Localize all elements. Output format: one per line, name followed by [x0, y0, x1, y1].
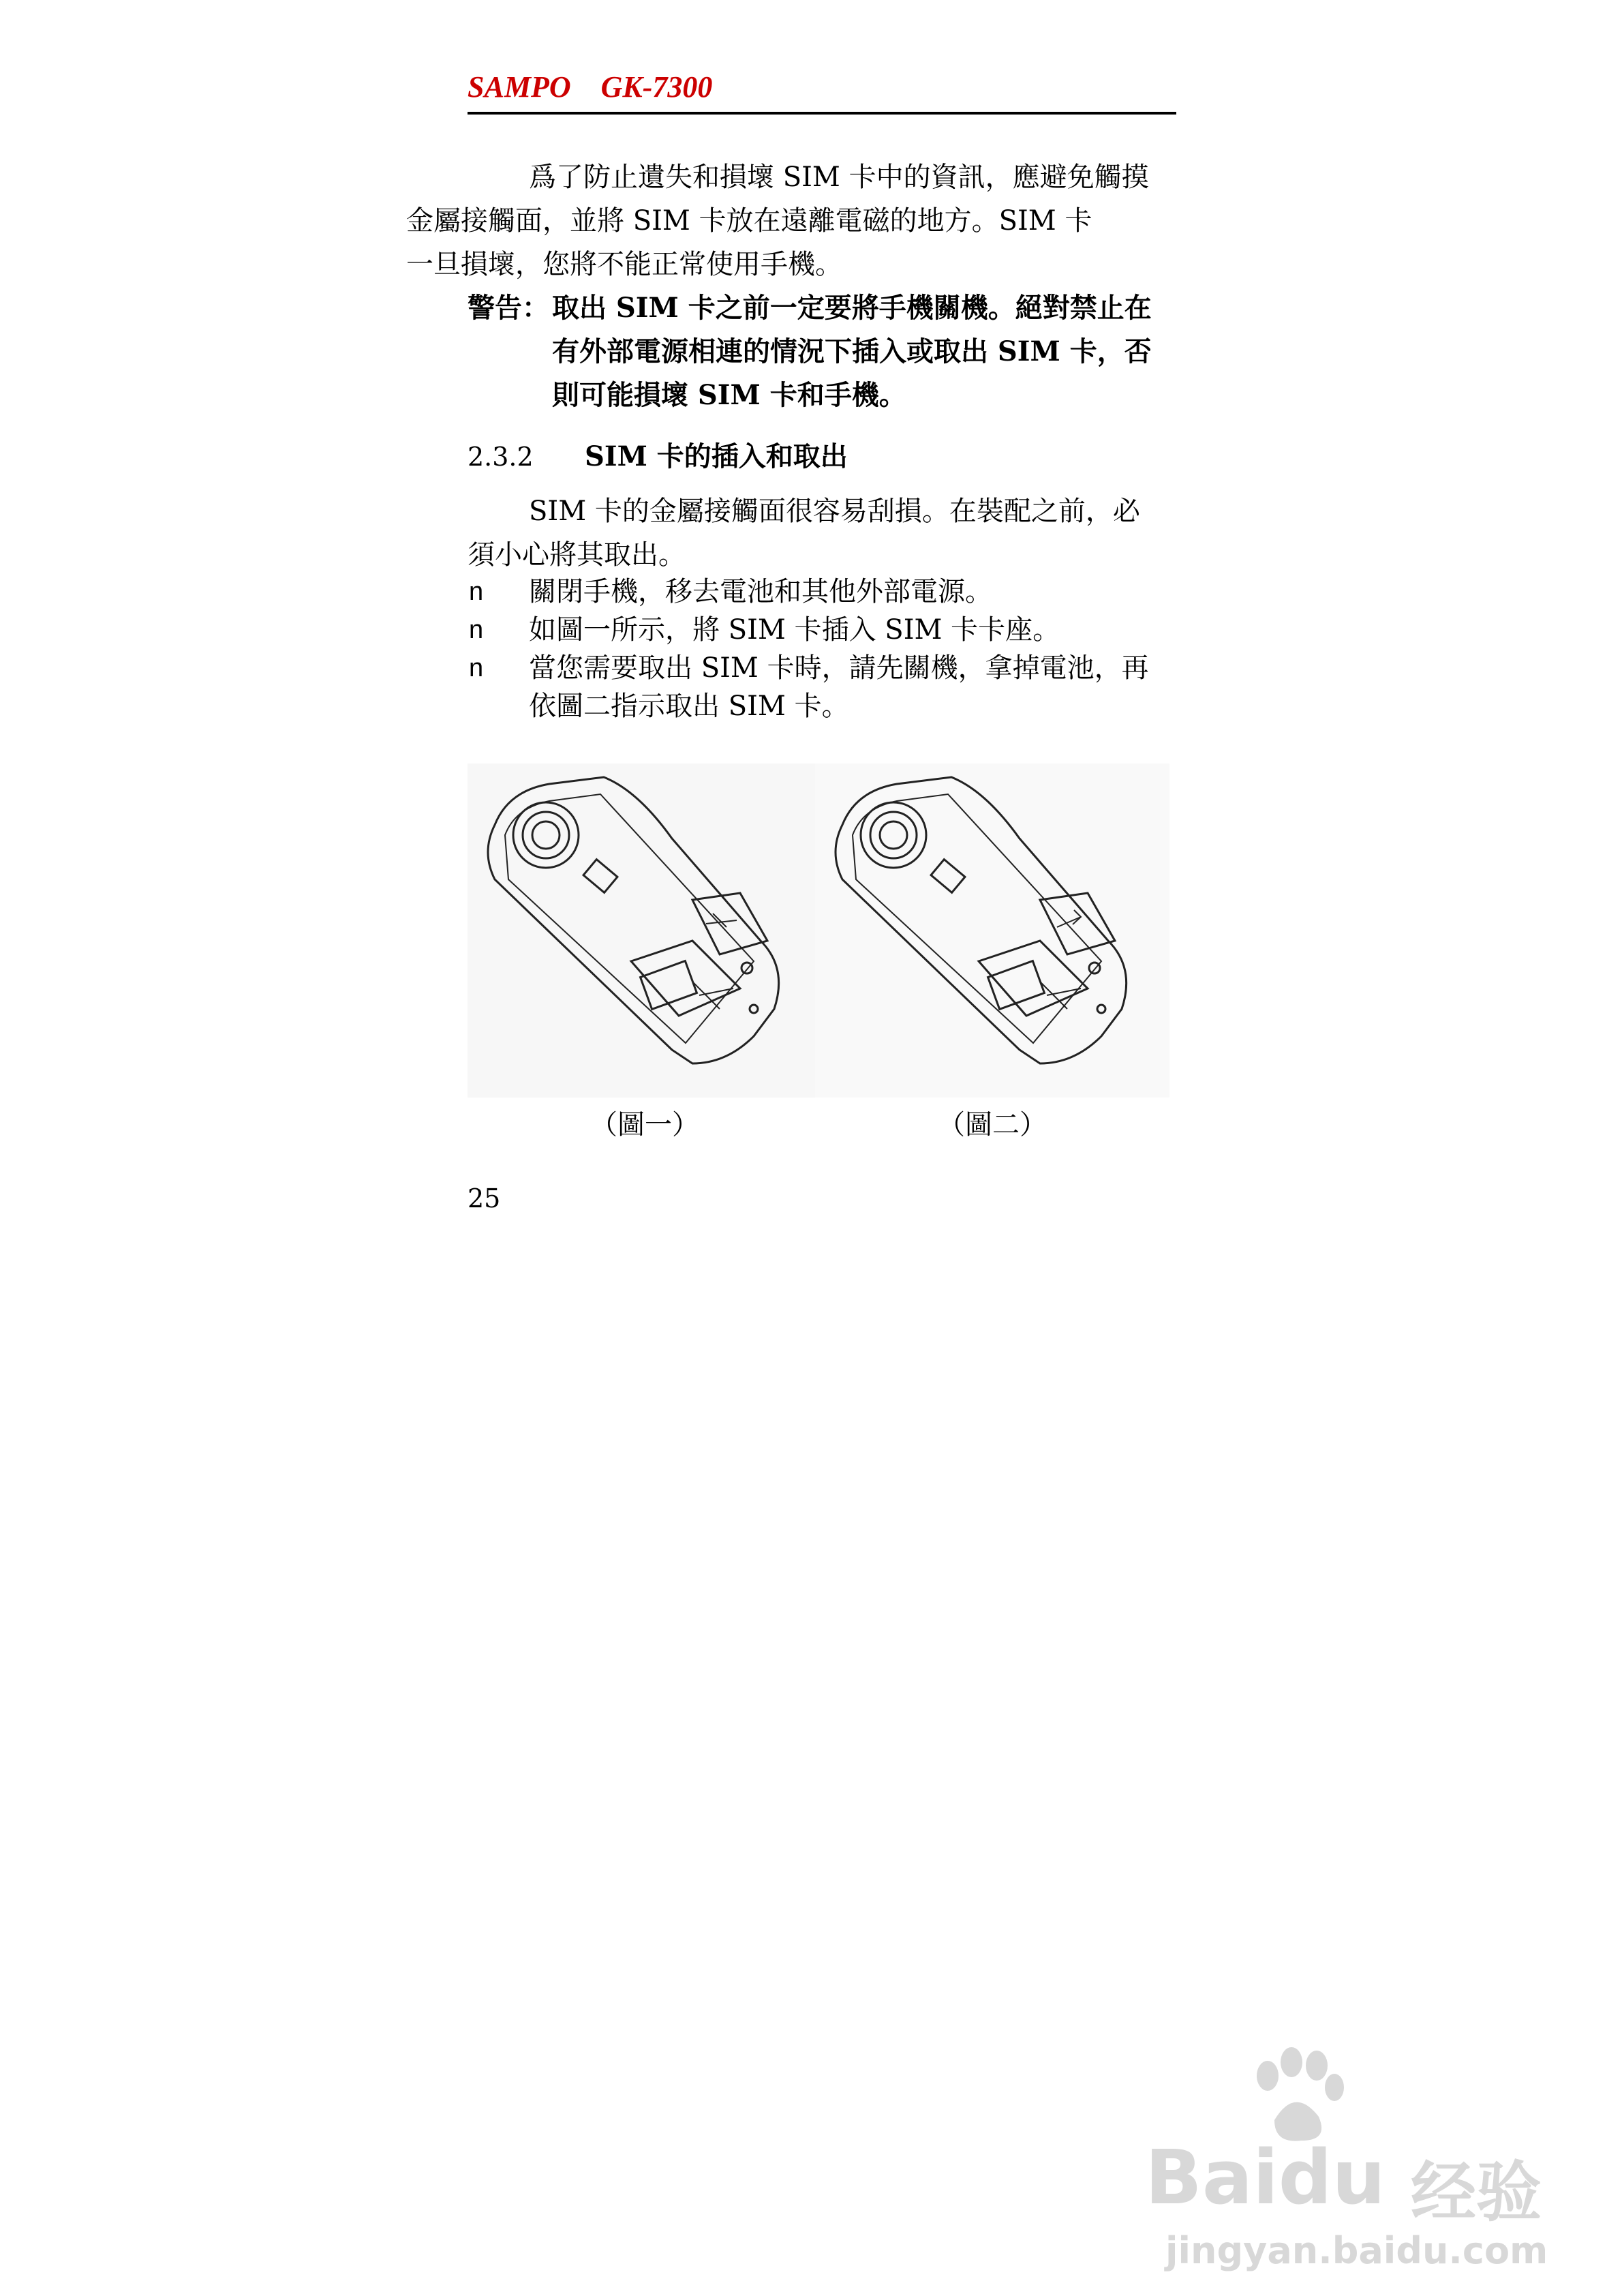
watermark-brand: Baidu [1145, 2134, 1386, 2221]
warning-label: 警告： [468, 292, 549, 324]
watermark-url: jingyan.baidu.com [1165, 2229, 1548, 2272]
warning-line-2: 有外部電源相連的情況下插入或取出 SIM 卡，否 [552, 335, 1152, 367]
figure-2-phone-sim-remove [815, 764, 1169, 1098]
warning-text [552, 286, 1176, 417]
bullet-item-1: 關閉手機，移去電池和其他外部電源。 [529, 576, 992, 607]
section-intro-line-2: 須小心將其取出。 [468, 539, 686, 571]
bullet-marker: n [469, 616, 484, 644]
section-number: 2.3.2 [468, 442, 534, 472]
figure-1-caption: （圖一） [590, 1109, 699, 1141]
page-header [468, 70, 1176, 115]
bullet-item-2: 如圖一所示，將 SIM 卡插入 SIM 卡卡座。 [529, 614, 1060, 646]
section-intro-line-1: SIM 卡的金屬接觸面很容易刮損。在裝配之前，必 [529, 496, 1140, 527]
bullet-marker: n [469, 654, 484, 682]
intro-paragraph [406, 155, 1176, 286]
warning-line-3: 則可能損壞 SIM 卡和手機。 [552, 379, 906, 411]
section-title: SIM 卡的插入和取出 [585, 440, 848, 472]
bullet-item-3-line-2: 依圖二指示取出 SIM 卡。 [529, 691, 849, 722]
intro-line-3: 一旦損壞，您將不能正常使用手機。 [406, 249, 842, 280]
bullet-marker: n [469, 577, 484, 606]
figure-2-caption: （圖二） [938, 1109, 1047, 1141]
bullet-item-3 [529, 649, 1176, 725]
watermark-suffix: 经验 [1411, 2154, 1542, 2231]
warning-line-1: 取出 SIM 卡之前一定要將手機關機。絕對禁止在 [552, 292, 1152, 324]
baidu-watermark [1145, 2045, 1567, 2277]
intro-line-1: 爲了防止遺失和損壞 SIM 卡中的資訊，應避免觸摸 [529, 162, 1149, 193]
figure-1-phone-sim-insert [468, 764, 822, 1098]
page-number: 25 [468, 1183, 501, 1213]
intro-line-2: 金屬接觸面，並將 SIM 卡放在遠離電磁的地方。SIM 卡 [406, 205, 1092, 237]
document-title: SAMPO GK-7300 [468, 70, 713, 104]
section-intro-paragraph [468, 489, 1176, 577]
paw-logo-icon [1240, 2045, 1349, 2147]
bullet-item-3-line-1: 當您需要取出 SIM 卡時，請先關機，拿掉電池，再 [529, 652, 1149, 684]
